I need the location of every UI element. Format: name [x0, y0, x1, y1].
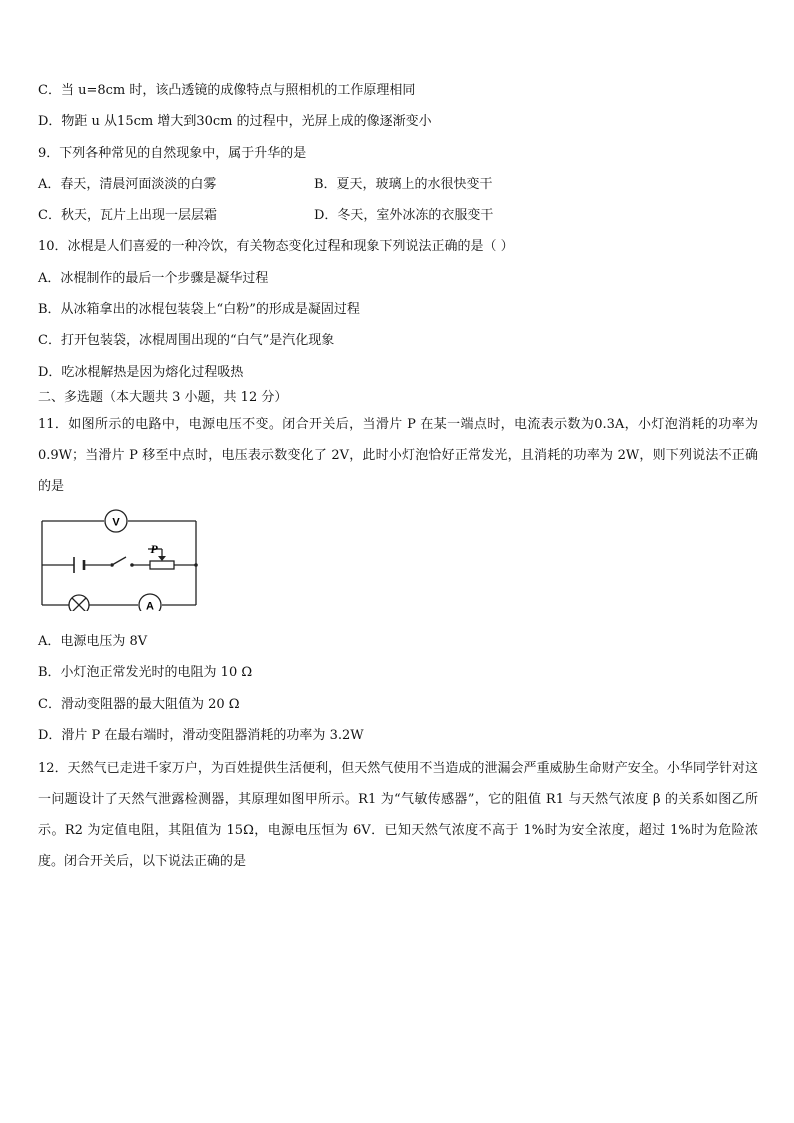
q8-option-c: C．当 u=8cm 时，该凸透镜的成像特点与照相机的工作原理相同 — [38, 83, 416, 98]
q10-stem: 10．冰棍是人们喜爱的一种冷饮，有关物态变化过程和现象下列说法正确的是（ ） — [38, 239, 514, 254]
q9-option-d: D．冬天，室外冰冻的衣服变干 — [314, 208, 494, 223]
circuit-diagram — [36, 505, 206, 611]
section-heading: 二、多选题（本大题共 3 小题，共 12 分） — [38, 390, 288, 405]
q9-option-a: A．春天，清晨河面淡淡的白雾 — [38, 177, 217, 192]
q11-option-c: C．滑动变阻器的最大阻值为 20 Ω — [38, 697, 240, 712]
q10-option-a: A．冰棍制作的最后一个步骤是凝华过程 — [38, 271, 269, 286]
slider-label: P — [150, 542, 158, 556]
q10-option-c: C．打开包装袋，冰棍周围出现的“白气”是汽化现象 — [38, 333, 335, 348]
q9-option-b: B．夏天，玻璃上的水很快变干 — [314, 177, 493, 192]
q11-option-d: D．滑片 P 在最右端时，滑动变阻器消耗的功率为 3.2W — [38, 728, 364, 743]
q11-option-a: A．电源电压为 8V — [38, 634, 148, 649]
q11-stem: 11．如图所示的电路中，电源电压不变。闭合开关后，当滑片 P 在某一端点时，电流表示数为0.3A，小灯泡消耗的功率为0.9W；当滑片 P 移至中点时，电压表示数变化了 2V，此时小灯泡恰好正常发光，且消耗的功率为 2W，则下列说法不正确的是 — [38, 417, 758, 494]
q12-stem: 12．天然气已走进千家万户，为百姓提供生活便利，但天然气使用不当造成的泄漏会严重威胁生命财产安全。小华同学针对这一问题设计了天然气泄露检测器，其原理如图甲所示。R1 为“气敏传感器”，它的阻值 R1 与天然气浓度 β 的关系如图乙所示。R2 为定值电阻，其阻值为 15Ω，电源电压恒为 6V．已知天然气浓度不高于 1%时为安全浓度，超过 1%时为危险浓度。闭合开关后，以下说法正确的是 — [38, 761, 758, 869]
voltmeter-label: V — [112, 516, 120, 529]
q10-option-b: B．从冰箱拿出的冰棍包装袋上“白粉”的形成是凝固过程 — [38, 302, 360, 317]
q8-option-d: D．物距 u 从15cm 增大到30cm 的过程中，光屏上成的像逐渐变小 — [38, 114, 432, 129]
q9-option-c: C．秋天，瓦片上出现一层层霜 — [38, 208, 217, 223]
q9-stem: 9．下列各种常见的自然现象中，属于升华的是 — [38, 146, 307, 161]
ammeter-label: A — [146, 600, 154, 611]
q11-option-b: B．小灯泡正常发光时的电阻为 10 Ω — [38, 665, 253, 680]
q10-option-d: D．吃冰棍解热是因为熔化过程吸热 — [38, 365, 244, 380]
